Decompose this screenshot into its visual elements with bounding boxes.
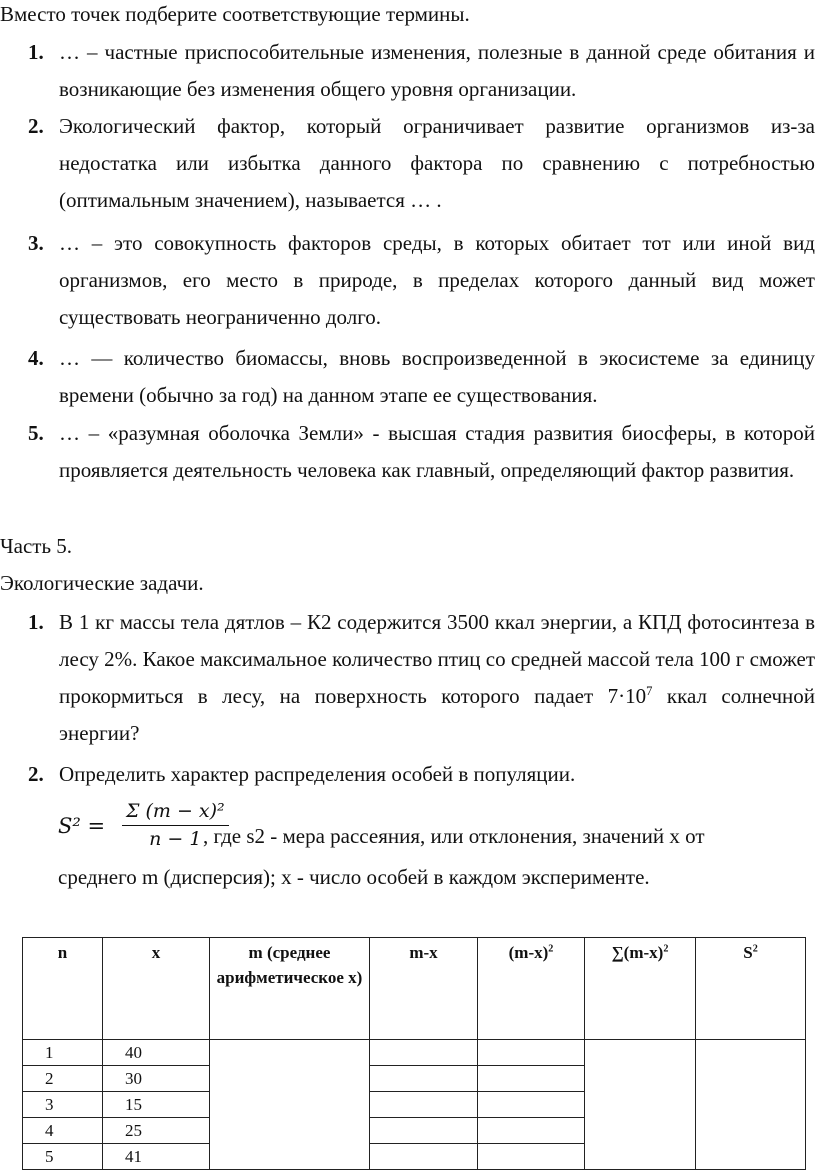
term-number: 3.: [28, 231, 44, 255]
tasks-title: Экологические задачи.: [0, 571, 204, 595]
table-header-row: [23, 938, 806, 1040]
formula-explanation-tail: среднего m (дисперсия); x - число особей в каждом эксперименте.: [58, 865, 650, 889]
cell-m-x-squared-empty: [478, 1066, 585, 1092]
cell-n: 5: [23, 1144, 103, 1170]
cell-n: 3: [23, 1092, 103, 1118]
formula-denominator: n − 1: [149, 828, 202, 850]
variance-formula: [58, 798, 816, 858]
term-text: … – частные приспособительные изменения, полезные в данной среде обитания и возникающие без изменения общего уровня организации.: [59, 40, 815, 101]
cell-x: 40: [103, 1040, 210, 1066]
task-item-1: [28, 604, 815, 752]
header-s-squared: $S^2$: [696, 938, 806, 1040]
term-item-1: [28, 34, 815, 108]
task-text: Определить характер распределения особей в популяции.: [59, 762, 576, 786]
cell-x: 41: [103, 1144, 210, 1170]
header-sum-m-x-squared: $\sum(m-x)^2$: [585, 938, 696, 1040]
cell-m-x-squared-empty: [478, 1040, 585, 1066]
cell-m-empty: [210, 1040, 370, 1170]
term-item-4: [28, 340, 815, 414]
cell-m-x-squared-empty: [478, 1118, 585, 1144]
table-row: [23, 1040, 806, 1066]
cell-n: 4: [23, 1118, 103, 1144]
term-text: … – это совокупность факторов среды, в которых обитает тот или иной вид организмов, его место в природе, в пределах которого данный вид может существовать неограниченно долго.: [59, 231, 815, 329]
term-text: … — количество биомассы, вновь воспроизведенной в экосистеме за единицу времени (обычно за год) на данном этапе ее существования.: [59, 346, 815, 407]
cell-m-x-squared-empty: [478, 1092, 585, 1118]
cell-m-x-empty: [370, 1092, 478, 1118]
cell-s-squared-empty: [696, 1040, 806, 1170]
task-text: В 1 кг массы тела дятлов – К2 содержится 3500 ккал энергии, а КПД фотосинтеза в лесу 2%. Какое максимальное количество птиц со средней массой тела 100 г сможет прокормиться в лесу, на поверхность которого падает $7\cdot 10^7$ ккал солнечной энергии?: [59, 610, 816, 745]
term-number: 2.: [28, 114, 44, 138]
cell-m-x-empty: [370, 1066, 478, 1092]
header-m-x-squared: $(m-x)^2$: [478, 938, 585, 1040]
term-item-2: [28, 108, 815, 219]
formula-numerator: Σ (m − x)²: [126, 800, 225, 822]
task-number: 1.: [28, 610, 44, 634]
cell-sum-empty: [585, 1040, 696, 1170]
term-text: … – «разумная оболочка Земли» - высшая стадия развития биосферы, в которой проявляется деятельность человека как главный, определяющий фактор развития.: [59, 421, 815, 482]
cell-m-x-empty: [370, 1144, 478, 1170]
cell-n: 2: [23, 1066, 103, 1092]
cell-n: 1: [23, 1040, 103, 1066]
part-title: Часть 5.: [0, 534, 73, 558]
formula-lhs: S² =: [58, 814, 106, 838]
term-number: 5.: [28, 421, 44, 445]
term-text: Экологический фактор, который ограничивает развитие организмов из-за недостатка или избытка данного фактора по сравнению с потребностью (оптимальным значением), называется … .: [59, 114, 815, 212]
intro-text: Вместо точек подберите соответствующие термины.: [0, 2, 470, 26]
cell-x: 15: [103, 1092, 210, 1118]
cell-x: 30: [103, 1066, 210, 1092]
formula-explanation: , где s2 - мера рассеяния, или отклонения, значений x от: [203, 824, 705, 848]
term-item-5: [28, 415, 815, 489]
data-table: [22, 937, 806, 1170]
task-item-2: [28, 756, 815, 793]
cell-x: 25: [103, 1118, 210, 1144]
cell-m-x-squared-empty: [478, 1144, 585, 1170]
term-number: 1.: [28, 40, 44, 64]
header-m-x: m-x: [370, 938, 478, 1040]
task-number: 2.: [28, 762, 44, 786]
header-m: m (среднее арифметическое x): [210, 938, 370, 1040]
term-number: 4.: [28, 346, 44, 370]
header-n: n: [23, 938, 103, 1040]
cell-m-x-empty: [370, 1118, 478, 1144]
cell-m-x-empty: [370, 1040, 478, 1066]
term-item-3: [28, 225, 815, 336]
header-x: x: [103, 938, 210, 1040]
